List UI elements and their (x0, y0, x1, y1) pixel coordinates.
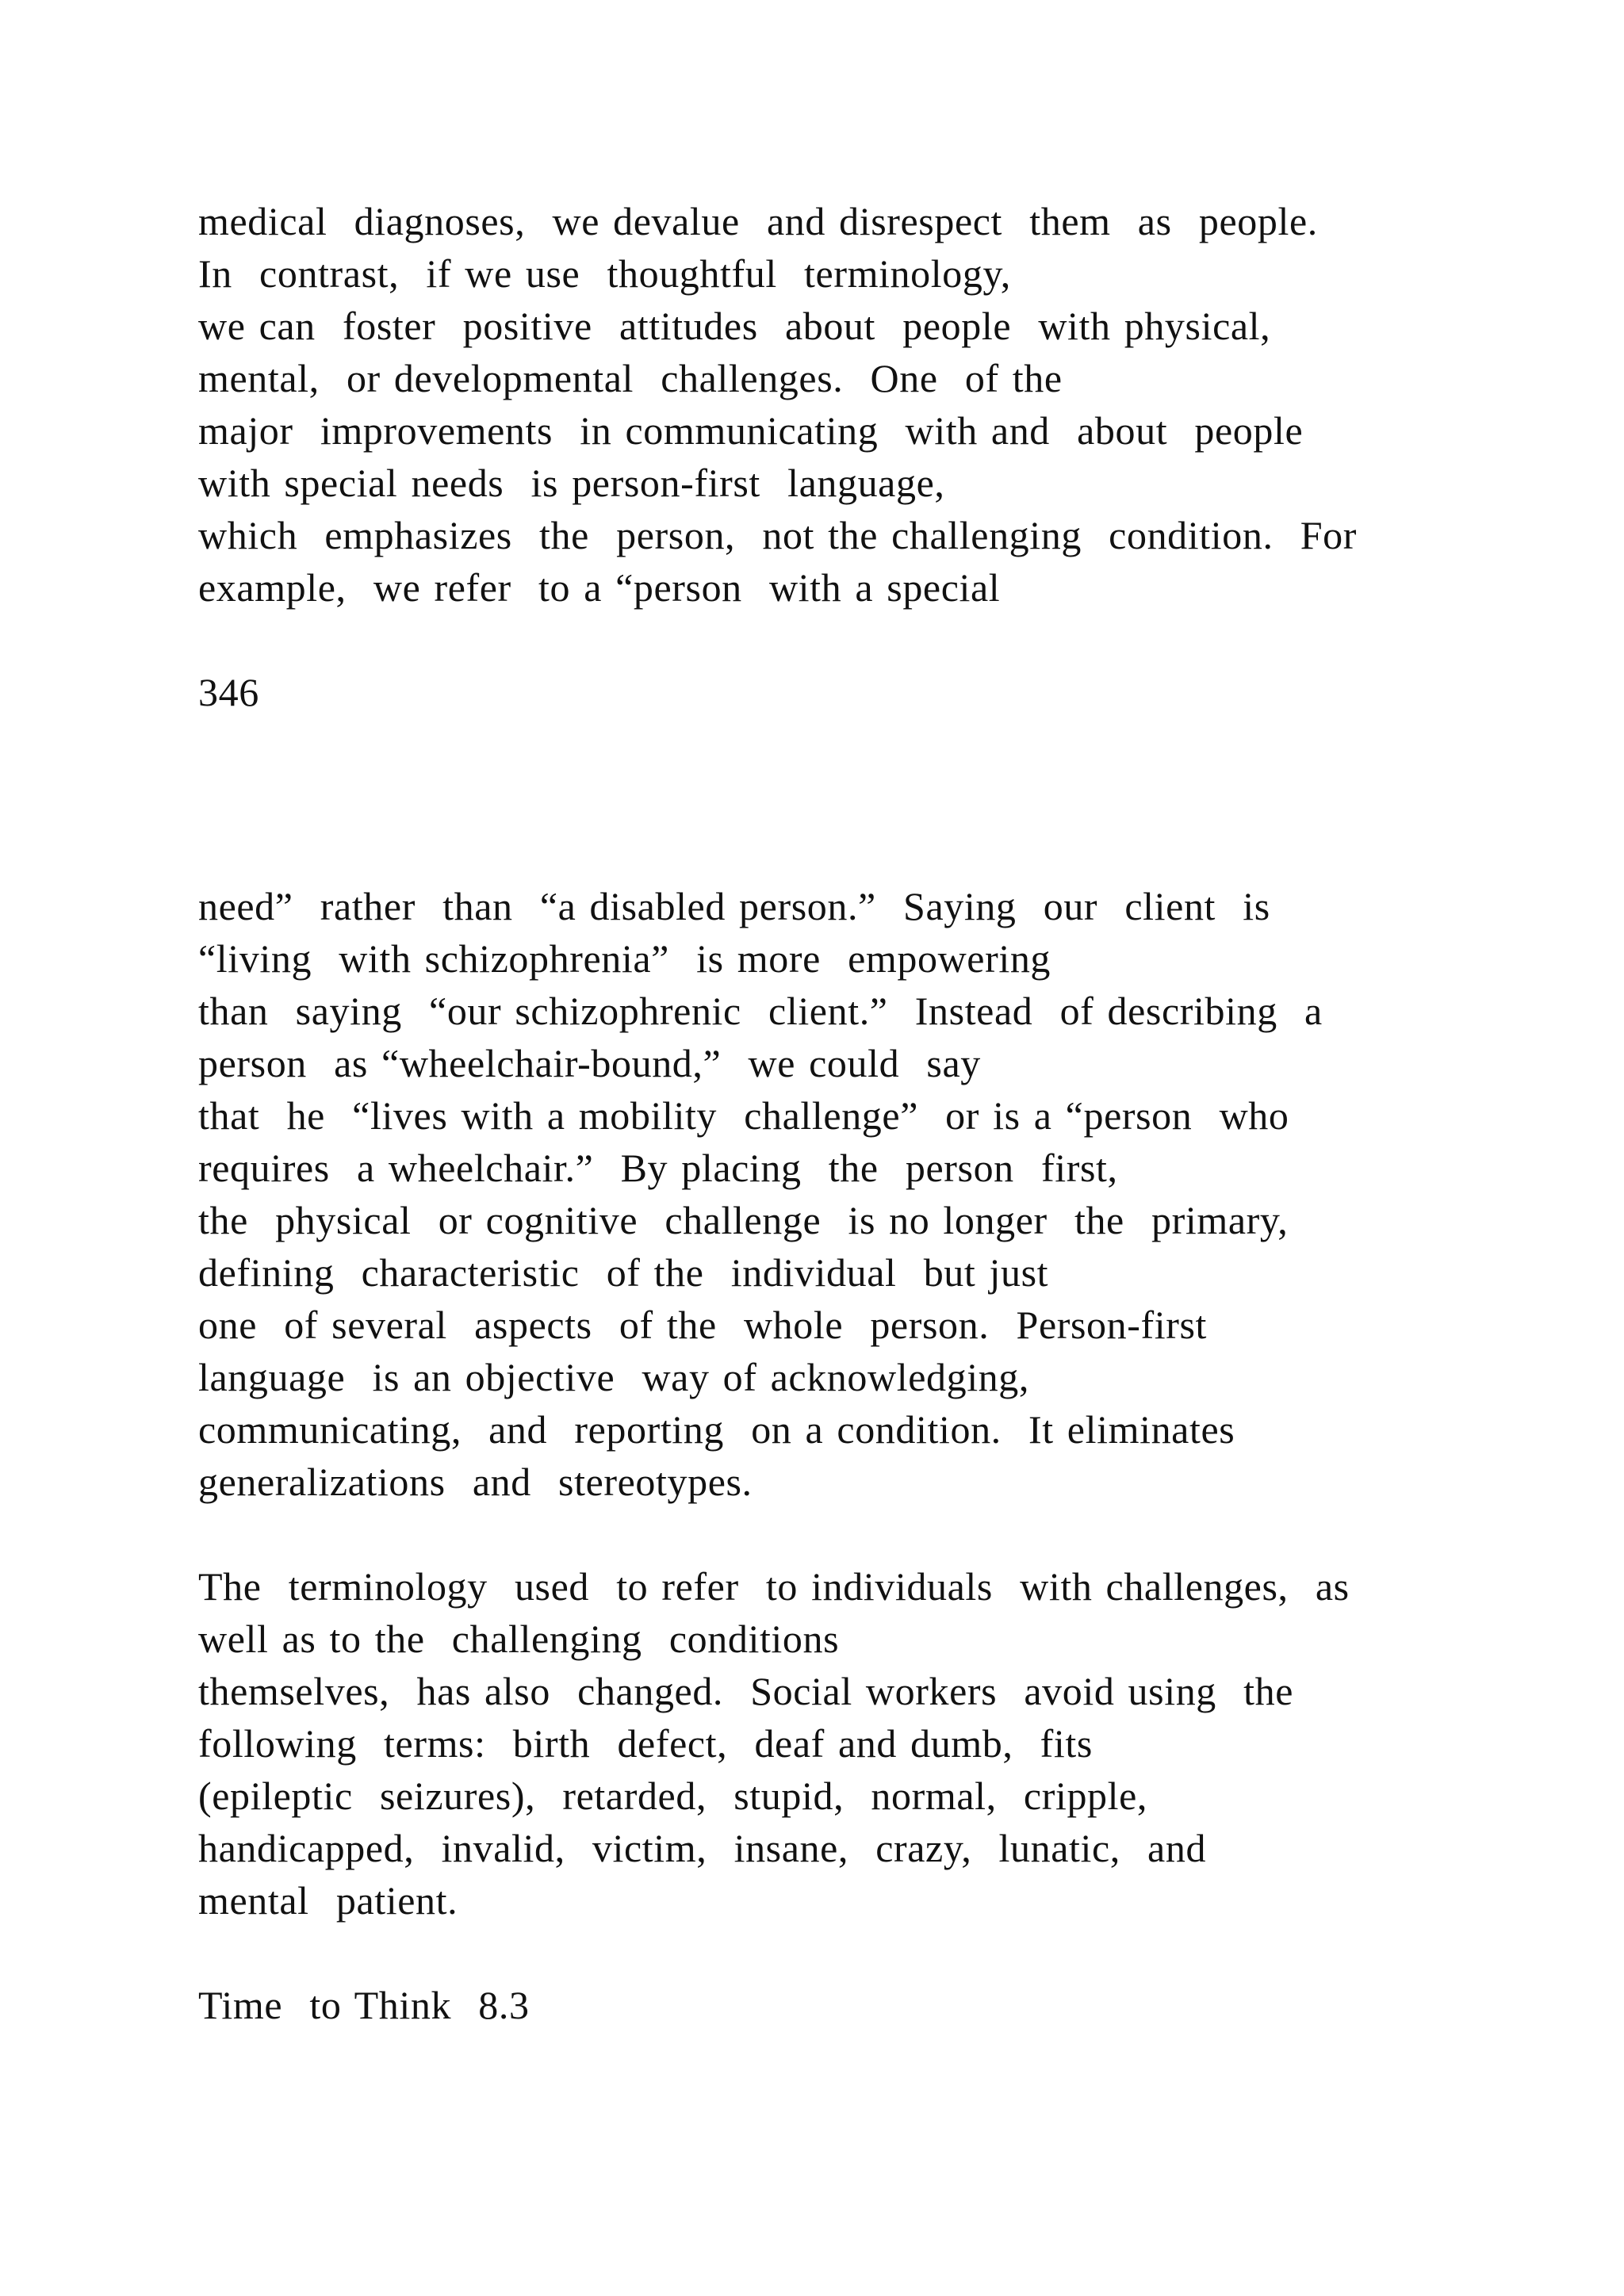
text-line: The terminology used to refer to individuals with challenges, as (198, 1564, 1350, 1609)
text-line: defining characteristic of the individual but just (198, 1250, 1049, 1295)
text-line: one of several aspects of the whole person. Person-first (198, 1303, 1208, 1347)
text-line: with special needs is person-first language, (198, 461, 945, 505)
document-page (198, 195, 1435, 2031)
text-line: than saying “our schizophrenic client.” Instead of describing a (198, 989, 1323, 1033)
text-line: major improvements in communicating with and about people (198, 408, 1304, 453)
page-number: 346 (198, 670, 259, 714)
section-heading-block (198, 1979, 1435, 2031)
paragraph-2 (198, 880, 1435, 1508)
text-line: need” rather than “a disabled person.” Saying our client is (198, 884, 1270, 928)
text-line: the physical or cognitive challenge is no longer the primary, (198, 1198, 1289, 1242)
paragraph-3 (198, 1560, 1435, 1927)
text-line: medical diagnoses, we devalue and disrespect them as people. (198, 199, 1318, 243)
section-heading: Time to Think 8.3 (198, 1983, 530, 2027)
text-line: well as to the challenging conditions (198, 1617, 840, 1661)
text-line: we can foster positive attitudes about people with physical, (198, 304, 1271, 348)
text-line: In contrast, if we use thoughtful terminology, (198, 251, 1011, 296)
text-line: (epileptic seizures), retarded, stupid, normal, cripple, (198, 1774, 1148, 1818)
text-line: handicapped, invalid, victim, insane, crazy, lunatic, and (198, 1826, 1207, 1870)
text-line: communicating, and reporting on a condition. It eliminates (198, 1407, 1235, 1452)
text-line: language is an objective way of acknowledging, (198, 1355, 1029, 1399)
paragraph-1 (198, 195, 1435, 614)
text-line: that he “lives with a mobility challenge” or is a “person who (198, 1093, 1289, 1138)
text-line: following terms: birth defect, deaf and dumb, fits (198, 1721, 1093, 1766)
text-line: mental, or developmental challenges. One of the (198, 356, 1063, 400)
text-line: which emphasizes the person, not the challenging condition. For (198, 513, 1357, 557)
text-line: generalizations and stereotypes. (198, 1460, 753, 1504)
text-line: person as “wheelchair-bound,” we could say (198, 1041, 981, 1085)
text-line: example, we refer to a “person with a special (198, 565, 1001, 610)
text-line: “living with schizophrenia” is more empowering (198, 936, 1051, 981)
text-line: themselves, has also changed. Social workers avoid using the (198, 1669, 1293, 1713)
text-line: mental patient. (198, 1878, 458, 1923)
page-number-block (198, 666, 1435, 718)
text-line: requires a wheelchair.” By placing the person first, (198, 1146, 1118, 1190)
